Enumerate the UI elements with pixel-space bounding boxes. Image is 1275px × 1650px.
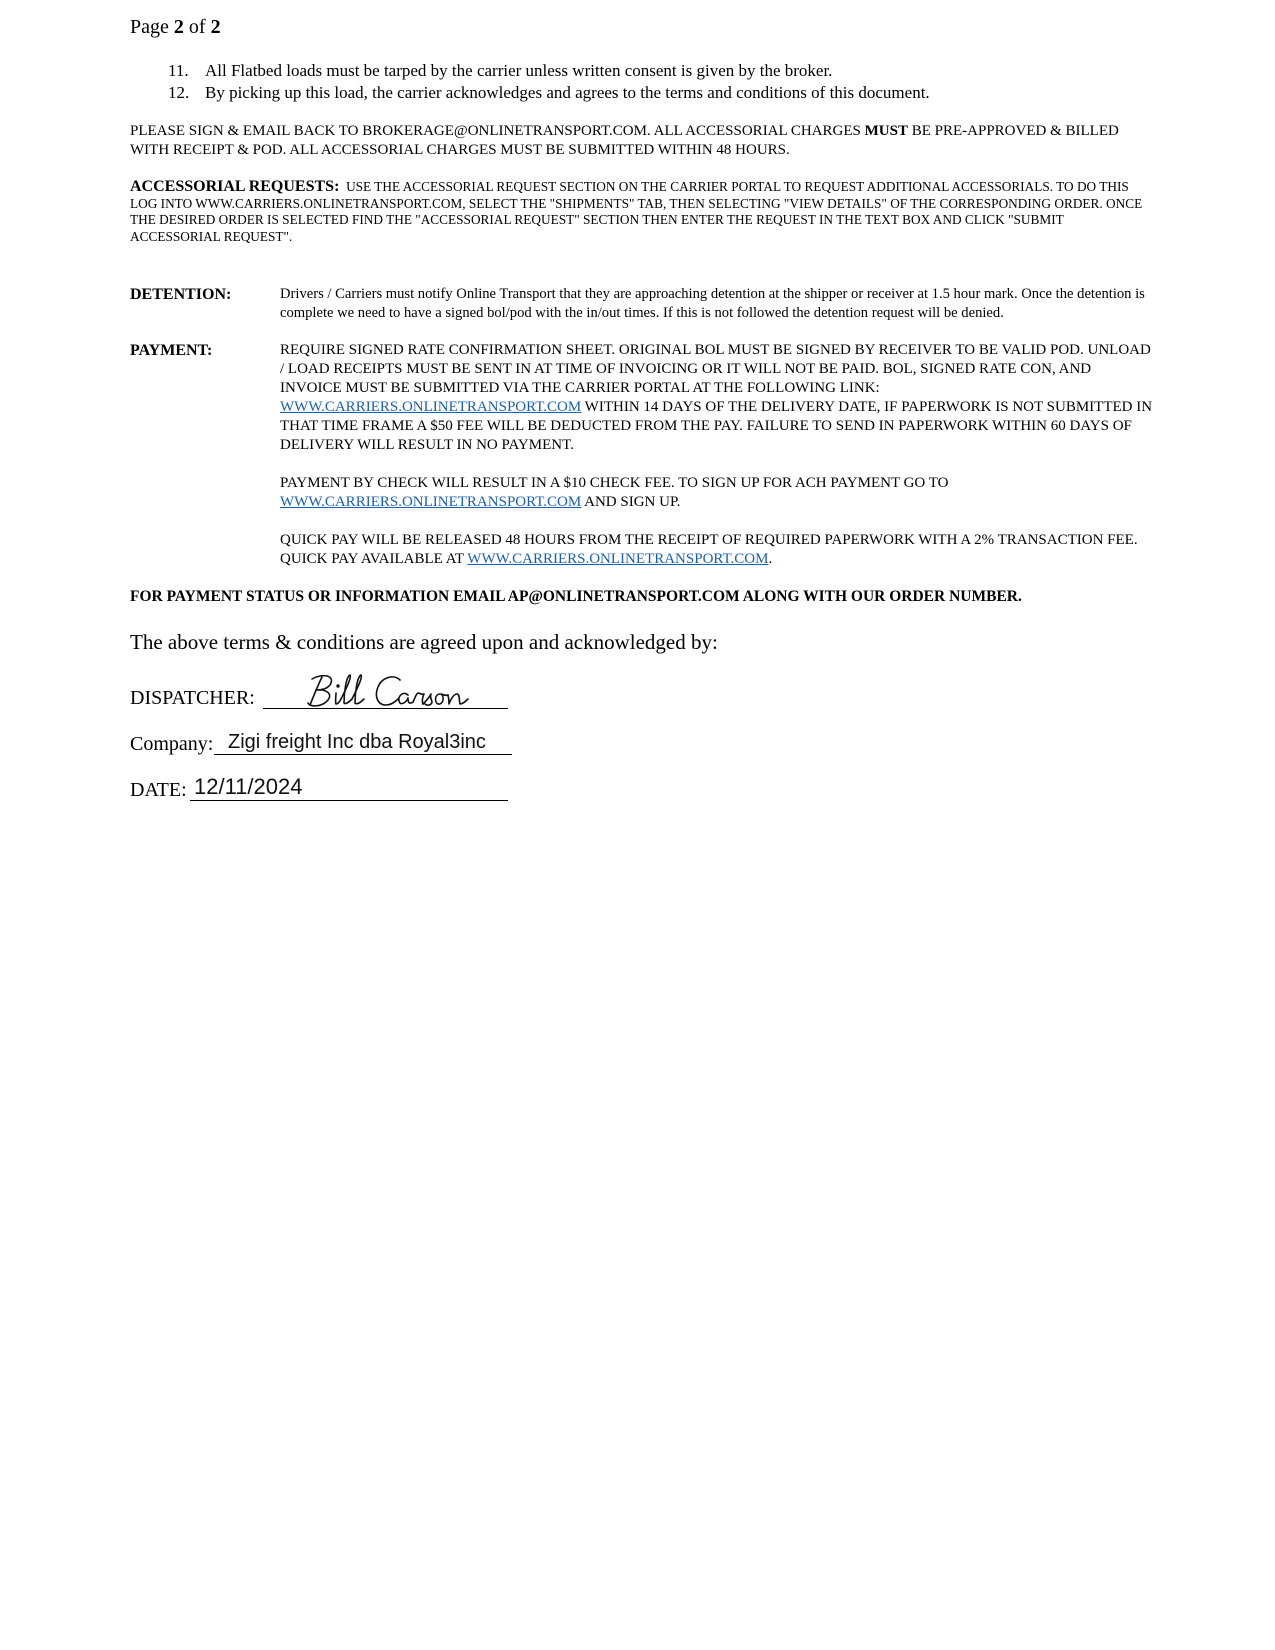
page-total: 2	[210, 16, 221, 38]
accessorial-label: ACCESSORIAL REQUESTS:	[130, 178, 340, 195]
carrier-portal-link[interactable]: WWW.CARRIERS.ONLINETRANSPORT.COM	[280, 494, 582, 510]
payment-status-notice: FOR PAYMENT STATUS OR INFORMATION EMAIL AP@ONLINETRANSPORT.COM ALONG WITH OUR ORDER NUMBER.	[130, 588, 1022, 605]
list-item	[130, 82, 1155, 104]
page-sep: of	[188, 16, 206, 38]
detention-section	[130, 285, 1155, 323]
sign-email-notice	[130, 122, 1155, 160]
carrier-portal-link[interactable]: WWW.CARRIERS.ONLINETRANSPORT.COM	[280, 399, 582, 415]
page-current: 2	[173, 16, 184, 38]
payment-text: QUICK PAY WILL BE RELEASED 48 HOURS FROM THE RECEIPT OF REQUIRED PAPERWORK WITH A 2% TRANSACTION FEE. QUICK PAY AVAILABLE AT	[280, 532, 1138, 567]
dispatcher-row	[130, 675, 1155, 721]
term-text: All Flatbed loads must be tarped by the carrier unless written consent is given by the broker.	[205, 61, 833, 80]
detention-label: DETENTION:	[130, 286, 232, 303]
term-number: 12.	[168, 83, 190, 102]
payment-text: REQUIRE SIGNED RATE CONFIRMATION SHEET. ORIGINAL BOL MUST BE SIGNED BY RECEIVER TO BE VALID POD. UNLOAD / LOAD RECEIPTS MUST BE SENT IN AT TIME OF INVOICING OR IT WILL NOT BE PAID. BOL, SIGNED RATE CON, AND INVOICE MUST BE SUBMITTED VIA THE CARRIER PORTAL AT THE FOLLOWING LINK:	[280, 342, 1151, 396]
accessorial-requests	[130, 179, 1155, 245]
term-text: By picking up this load, the carrier acknowledges and agrees to the terms and conditions of this document.	[205, 83, 930, 102]
payment-text: AND SIGN UP.	[581, 494, 681, 510]
company-label: Company:	[130, 733, 214, 755]
detention-text: Drivers / Carriers must notify Online Transport that they are approaching detention at the shipper or receiver at 1.5 hour mark. Once the detention is complete we need to have a signed bol/pod with the in/out times. If this is not followed the detention request will be denied.	[280, 286, 1145, 321]
payment-text: WITHIN 14 DAYS OF THE DELIVERY DATE, IF PAPERWORK IS NOT SUBMITTED IN THAT TIME FRAME A $50 FEE WILL BE DEDUCTED FROM THE PAY. FAILURE TO SEND IN PAPERWORK WITHIN 60 DAYS OF DELIVERY WILL RESULT IN NO PAYMENT.	[280, 399, 1153, 453]
page-number	[130, 14, 1155, 40]
payment-section	[130, 341, 1155, 569]
page-prefix: Page	[130, 16, 169, 38]
payment-text: .	[768, 551, 773, 567]
terms-list	[130, 60, 1155, 104]
date-row	[130, 767, 1155, 813]
document-page	[130, 14, 1155, 813]
notice-text: PLEASE SIGN & EMAIL BACK TO BROKERAGE@ONLINETRANSPORT.COM. ALL ACCESSORIAL CHARGES	[130, 123, 865, 139]
payment-text: PAYMENT BY CHECK WILL RESULT IN A $10 CHECK FEE. TO SIGN UP FOR ACH PAYMENT GO TO	[280, 475, 949, 491]
date-value: 12/11/2024	[194, 774, 303, 799]
payment-paragraph-2	[280, 474, 1155, 512]
company-row	[130, 721, 1155, 767]
payment-paragraph-1	[280, 341, 1155, 455]
dispatcher-signature	[300, 671, 500, 713]
payment-paragraph-3	[280, 531, 1155, 569]
company-value: Zigi freight Inc dba Royal3inc	[228, 731, 486, 753]
notice-emphasis: MUST	[864, 123, 908, 139]
date-label: DATE:	[130, 779, 187, 801]
term-number: 11.	[168, 61, 189, 80]
dispatcher-label: DISPATCHER:	[130, 687, 255, 709]
accessorial-text: USE THE ACCESSORIAL REQUEST SECTION ON THE CARRIER PORTAL TO REQUEST ADDITIONAL ACCESSORIALS. TO DO THIS LOG INTO WWW.CARRIERS.ONLINETRANSPORT.COM, SELECT THE "SHIPMENTS" TAB, THEN SELECTING "VIEW DETAILS" OF THE CORRESPONDING ORDER. ONCE THE DESIRED ORDER IS SELECTED FIND THE "ACCESSORIAL REQUEST" SECTION THEN ENTER THE REQUEST IN THE TEXT BOX AND CLICK "SUBMIT ACCESSORIAL REQUEST".	[130, 179, 1143, 244]
notice-text: BE PRE-APPROVED & BILLED WITH RECEIPT & POD. ALL ACCESSORIAL CHARGES MUST BE SUBMITTED WITHIN 48 HOURS.	[130, 123, 1119, 158]
list-item	[130, 60, 1155, 82]
acknowledgement-statement: The above terms & conditions are agreed upon and acknowledged by:	[130, 630, 718, 654]
carrier-portal-link[interactable]: WWW.CARRIERS.ONLINETRANSPORT.COM	[467, 551, 769, 567]
date-line	[190, 800, 508, 801]
payment-label: PAYMENT:	[130, 342, 213, 359]
